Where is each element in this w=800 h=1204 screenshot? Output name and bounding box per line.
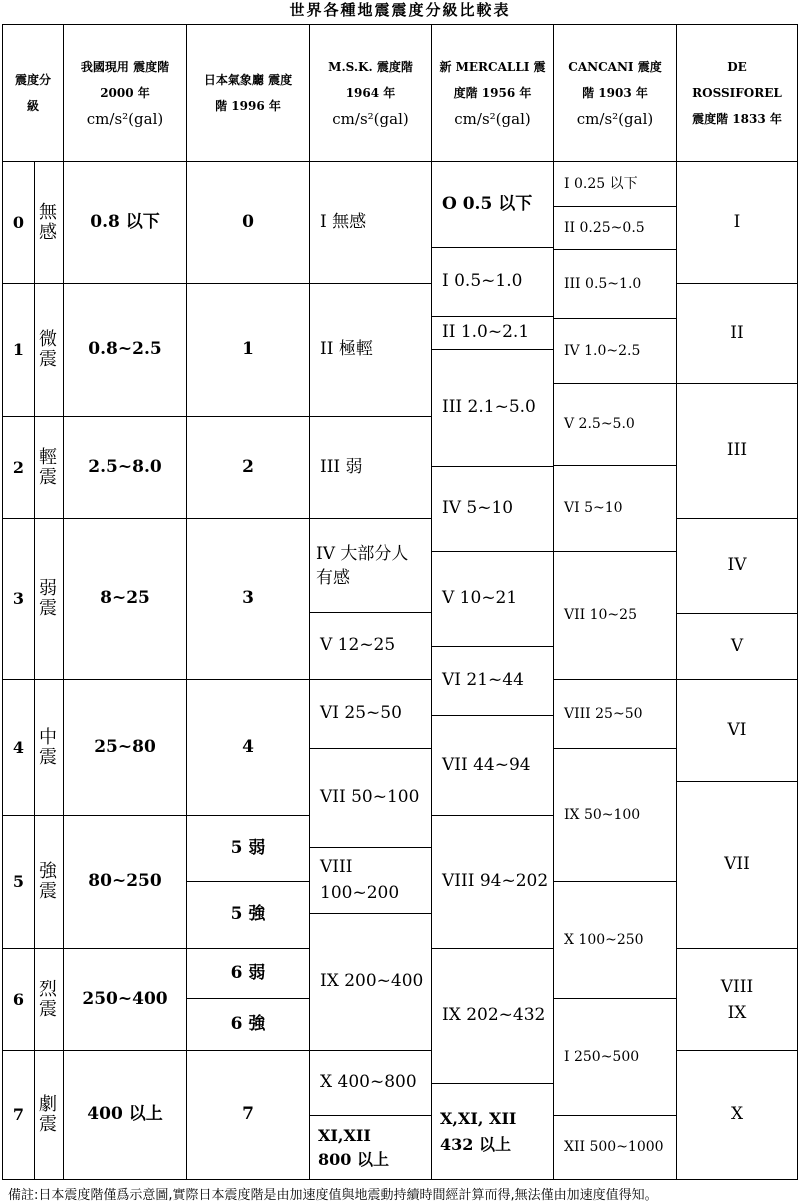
taiwan-cell: 0.8~2.5 <box>63 283 187 417</box>
mercalli-cell: III 2.1~5.0 <box>431 349 554 467</box>
level-name-text: 無感 <box>39 201 57 243</box>
taiwan-cell: 2.5~8.0 <box>63 416 187 519</box>
rossiforel-cell: VI <box>676 679 798 782</box>
rossiforel-cell: II <box>676 283 798 384</box>
header-jma-label: 日本氣象廳 震度階 1996 年 <box>203 73 293 113</box>
msk-cell: VII 50~100 <box>309 748 432 848</box>
level-name-text: 輕震 <box>39 446 57 488</box>
cancani-cell: X 100~250 <box>553 881 677 999</box>
rossiforel-cell: III <box>676 383 798 519</box>
cancani-cell: XII 500~1000 <box>553 1115 677 1180</box>
mercalli-cell: IX 202~432 <box>431 948 554 1084</box>
level-name-text: 劇震 <box>39 1094 57 1135</box>
jma-cell: 7 <box>186 1050 310 1180</box>
jma-cell: 5 強 <box>186 881 310 949</box>
cancani-cell: I 250~500 <box>553 998 677 1116</box>
header-cancani-label: CANCANI 震度階 1903 年 <box>568 60 662 100</box>
header-taiwan-unit: cm/s²(gal) <box>86 110 164 128</box>
header-cancani-unit: cm/s²(gal) <box>576 110 654 128</box>
header-msk <box>309 24 432 162</box>
jma-cell: 4 <box>186 679 310 816</box>
cancani-cell: VII 10~25 <box>553 551 677 680</box>
msk-cell: II 極輕 <box>309 283 432 417</box>
level-name <box>34 815 64 949</box>
rossiforel-cell <box>676 948 798 1051</box>
header-rossiforel-label: DE ROSSIFOREL 震度階 1833 年 <box>692 60 782 126</box>
header-rossiforel <box>676 24 798 162</box>
level-name-text: 強震 <box>39 861 57 902</box>
level-name <box>34 416 64 519</box>
mercalli-cell: V 10~21 <box>431 551 554 647</box>
table-title: 世界各種地震震度分級比較表 <box>289 1 511 19</box>
level-number: 6 <box>2 948 35 1051</box>
level-number: 2 <box>2 416 35 519</box>
level-number: 4 <box>2 679 35 816</box>
jma-cell: 6 強 <box>186 998 310 1051</box>
header-cancani <box>553 24 677 162</box>
header-msk-label: M.S.K. 震度階 1964 年 <box>328 60 413 100</box>
cancani-cell: V 2.5~5.0 <box>553 383 677 466</box>
msk-cell-text: XI,XII 800 以上 <box>318 1125 389 1169</box>
rossiforel-cell: V <box>676 613 798 680</box>
cancani-cell: VIII 25~50 <box>553 679 677 749</box>
jma-cell: 1 <box>186 283 310 417</box>
taiwan-cell: 8~25 <box>63 518 187 680</box>
rossiforel-cell: X <box>676 1050 798 1180</box>
rossiforel-cell: VII <box>676 781 798 949</box>
jma-cell: 6 弱 <box>186 948 310 999</box>
level-number: 1 <box>2 283 35 417</box>
taiwan-cell: 250~400 <box>63 948 187 1051</box>
level-number: 7 <box>2 1050 35 1180</box>
level-name-text: 烈震 <box>39 978 57 1020</box>
mercalli-cell: VI 21~44 <box>431 646 554 716</box>
header-mercalli-unit: cm/s²(gal) <box>454 110 531 128</box>
msk-cell <box>309 1115 432 1180</box>
jma-cell: 5 弱 <box>186 815 310 882</box>
level-name <box>34 679 64 816</box>
mercalli-cell: O 0.5 以下 <box>431 161 554 248</box>
header-msk-unit: cm/s²(gal) <box>332 110 409 128</box>
level-number: 5 <box>2 815 35 949</box>
taiwan-cell: 0.8 以下 <box>63 161 187 284</box>
level-number: 3 <box>2 518 35 680</box>
mercalli-cell: VIII 94~202 <box>431 815 554 949</box>
level-name <box>34 283 64 417</box>
msk-cell: VI 25~50 <box>309 679 432 749</box>
msk-cell-text: IV 大部分人有感 <box>316 543 409 588</box>
header-taiwan-label: 我國現用 震度階 2000 年 <box>80 60 170 100</box>
jma-cell: 0 <box>186 161 310 284</box>
mercalli-cell: II 1.0~2.1 <box>431 316 554 350</box>
msk-cell: X 400~800 <box>309 1050 432 1116</box>
taiwan-cell: 25~80 <box>63 679 187 816</box>
cancani-cell: VI 5~10 <box>553 465 677 552</box>
footnote: 備註:日本震度階僅爲示意圖,實際日本震度階是由加速度值與地震動持續時間經計算而得,無法僅由加速度值得知。 <box>8 1188 658 1203</box>
msk-cell: III 弱 <box>309 416 432 519</box>
rossiforel-cell: IV <box>676 518 798 614</box>
level-name-text: 中震 <box>39 726 57 768</box>
header-level <box>2 24 64 162</box>
msk-cell: VIII 100~200 <box>309 847 432 914</box>
msk-cell: I 無感 <box>309 161 432 284</box>
header-mercalli-label: 新 MERCALLI 震度階 1956 年 <box>439 60 546 100</box>
mercalli-cell: I 0.5~1.0 <box>431 247 554 317</box>
msk-cell <box>309 518 432 613</box>
level-name <box>34 1050 64 1180</box>
level-name-text: 微震 <box>39 329 57 370</box>
level-name-text: 弱震 <box>39 578 57 619</box>
mercalli-cell: VII 44~94 <box>431 715 554 816</box>
cancani-cell: IV 1.0~2.5 <box>553 318 677 384</box>
cancani-cell: IX 50~100 <box>553 748 677 882</box>
taiwan-cell: 400 以上 <box>63 1050 187 1180</box>
header-jma <box>186 24 310 162</box>
msk-cell: V 12~25 <box>309 612 432 680</box>
msk-cell: IX 200~400 <box>309 913 432 1051</box>
mercalli-cell <box>431 1083 554 1180</box>
level-name <box>34 518 64 680</box>
level-name <box>34 161 64 284</box>
header-taiwan <box>63 24 187 162</box>
cancani-cell: II 0.25~0.5 <box>553 206 677 250</box>
header-level-label: 震度分級 <box>15 73 52 113</box>
level-name <box>34 948 64 1051</box>
jma-cell: 2 <box>186 416 310 519</box>
mercalli-cell: IV 5~10 <box>431 466 554 552</box>
rossiforel-cell: I <box>676 161 798 284</box>
cancani-cell: III 0.5~1.0 <box>553 249 677 319</box>
level-number: 0 <box>2 161 35 284</box>
header-mercalli <box>431 24 554 162</box>
rossiforel-cell-text: VIII IX <box>720 976 754 1023</box>
jma-cell: 3 <box>186 518 310 680</box>
mercalli-cell-text: X,XI, XII 432 以上 <box>440 1108 517 1154</box>
cancani-cell: I 0.25 以下 <box>553 161 677 207</box>
taiwan-cell: 80~250 <box>63 815 187 949</box>
